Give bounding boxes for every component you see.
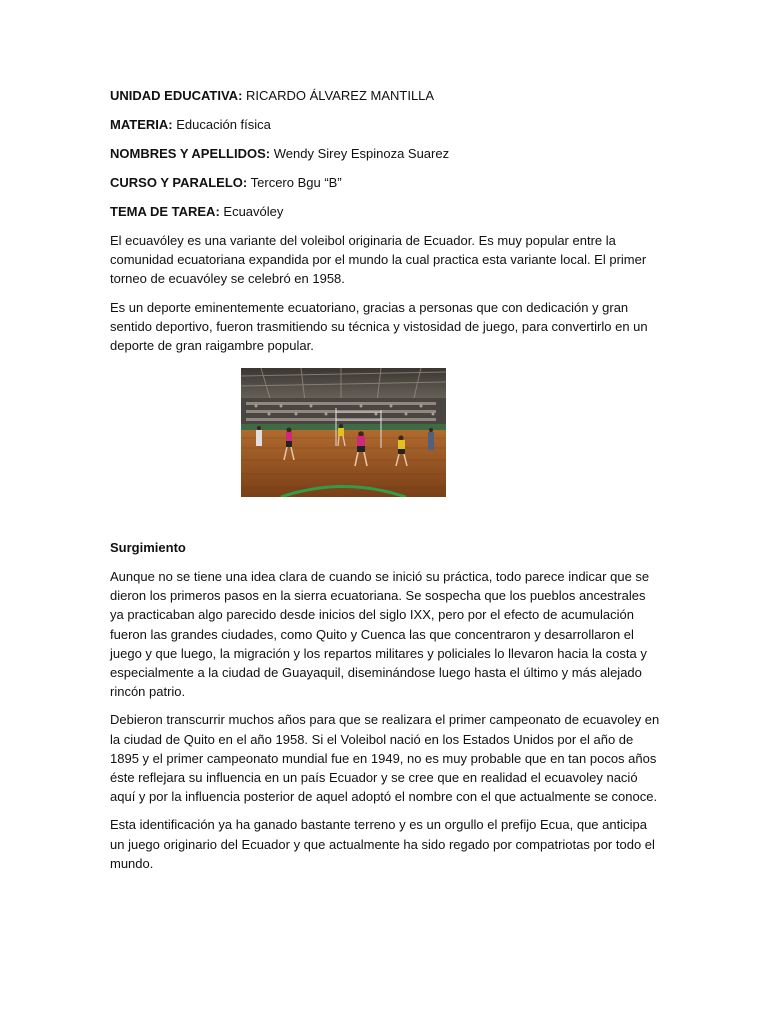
section-title: Surgimiento — [110, 540, 186, 555]
document-body — [110, 86, 662, 364]
field-nombres — [110, 144, 662, 163]
section-paragraph: Debieron transcurrir muchos años para que se realizara el primer campeonato de ecuavoley en la ciudad de Quito en el año 1958. Si el Voleibol nació en los Estados Unidos por el año de 1895 y el primer campeonato mundial fue en 1949, no es muy probable que en tan pocos años éste reflejara su influencia en un país Ecuador y se cree que en realidad el ecuavoley nació aquí y por la influencia posterior de aquel adoptó el nombre con el que actualmente se conoce. — [110, 712, 660, 805]
field-curso — [110, 173, 662, 192]
field-label: NOMBRES Y APELLIDOS: — [110, 146, 271, 161]
intro-paragraph: El ecuavóley es una variante del voleibol originaria de Ecuador. Es muy popular entre la comunidad ecuatoriana expandida por el mundo la cual practica esta variante local. El primer torneo de ecuavóley se celebró en 1958. — [110, 233, 647, 287]
field-value: Ecuavóley — [223, 204, 284, 219]
volleyball-court-photo — [241, 368, 446, 497]
field-label: TEMA DE TAREA: — [110, 204, 220, 219]
section-body — [110, 567, 662, 882]
field-value: Educación física — [176, 117, 271, 132]
section-paragraph: Esta identificación ya ha ganado bastante terreno y es un orgullo el prefijo Ecua, que anticipa un juego originario del Ecuador y que actualmente ha sido regado por compatriotas por todo el mundo. — [110, 817, 655, 871]
field-tema — [110, 202, 662, 221]
section-paragraph: Aunque no se tiene una idea clara de cuando se inició su práctica, todo parece indicar que se dieron los primeros pasos en la sierra ecuatoriana. Se sospecha que los pueblos ancestrales ya practicaban algo parecido desde inicios del siglo IXX, pero por el efecto de acumulación fueron las grandes ciudades, como Quito y Cuenca las que concentraron y desarrollaron el juego y que luego, la migración y los repartos militares y policiales lo llevaron hacia la costa y especialmente a la ciudad de Guayaquil, diseminándose luego hasta el último y más alejado rincón patrio. — [110, 569, 650, 700]
field-unidad-educativa — [110, 86, 662, 105]
field-value: RICARDO ÁLVAREZ MANTILLA — [246, 88, 435, 103]
field-materia — [110, 115, 662, 134]
field-value: Tercero Bgu “B” — [250, 175, 342, 190]
field-label: UNIDAD EDUCATIVA: — [110, 88, 243, 103]
intro-paragraph: Es un deporte eminentemente ecuatoriano, gracias a personas que con dedicación y gran sentido deportivo, fueron trasmitiendo su técnica y vistosidad de juego, para convertirlo en un deporte de gran raigambre popular. — [110, 299, 648, 354]
field-value: Wendy Sirey Espinoza Suarez — [273, 146, 450, 161]
field-label: MATERIA: — [110, 117, 173, 132]
field-label: CURSO Y PARALELO: — [110, 175, 248, 190]
